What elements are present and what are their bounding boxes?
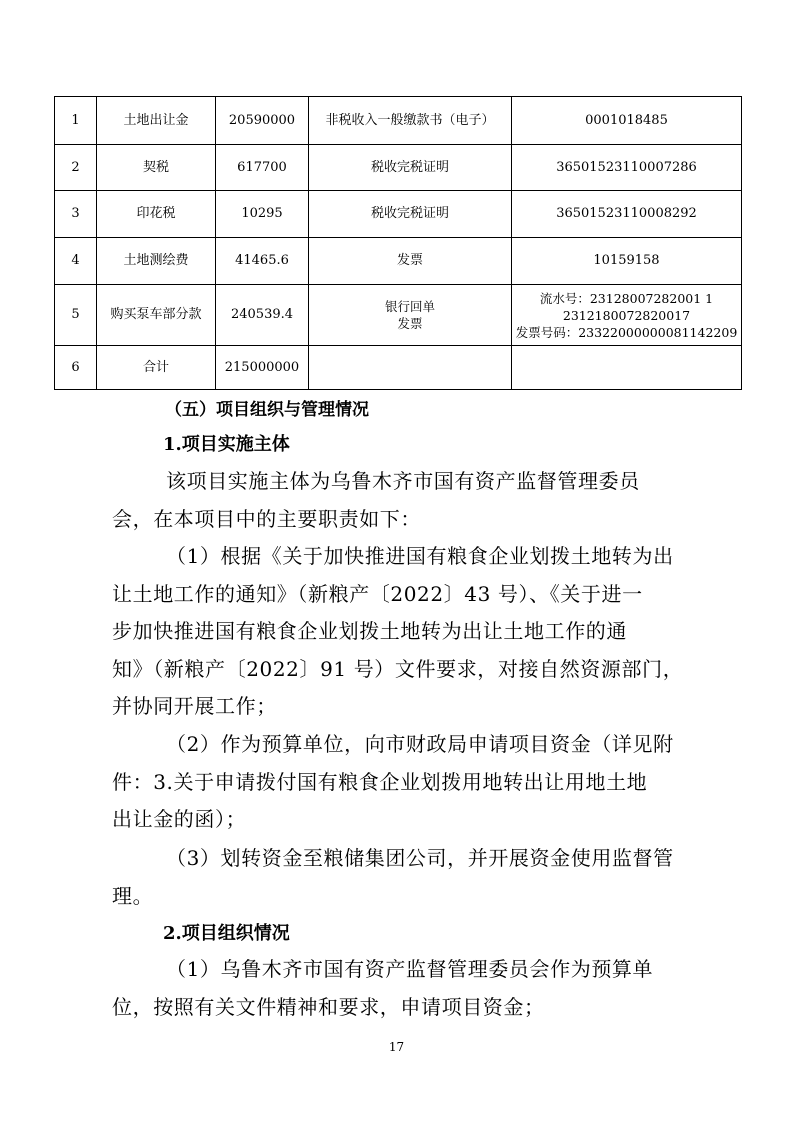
number-line: 2312180072820017	[562, 307, 691, 323]
paragraph-line: （2）作为预算单位，向市财政局申请项目资金（详见附	[166, 732, 674, 756]
payment-table	[54, 96, 742, 390]
section-heading: （五）项目组织与管理情况	[165, 400, 369, 420]
item-name: 土地出让金	[97, 97, 216, 145]
row-number: 6	[55, 346, 97, 390]
table-row	[55, 145, 742, 191]
voucher-number	[512, 346, 742, 390]
amount: 20590000	[216, 97, 309, 145]
paragraph-line: （1）根据《关于加快推进国有粮食企业划拨土地转为出	[166, 544, 674, 568]
paragraph-line: 并协同开展工作；	[112, 694, 277, 718]
paragraph-line: 会，在本项目中的主要职责如下：	[112, 506, 421, 531]
voucher-number	[512, 285, 742, 346]
amount: 240539.4	[216, 285, 309, 346]
number-line: 流水号：23128007282001 1	[539, 290, 714, 306]
table-row	[55, 97, 742, 145]
row-number: 5	[55, 285, 97, 346]
amount: 10295	[216, 191, 309, 238]
paragraph-line: （1）乌鲁木齐市国有资产监督管理委员会作为预算单	[166, 957, 654, 981]
voucher-number: 36501523110007286	[512, 145, 742, 191]
voucher-line: 银行回单	[384, 299, 435, 314]
voucher-number: 10159158	[512, 238, 742, 285]
paragraph-line: 该项目实施主体为乌鲁木齐市国有资产监督管理委员	[166, 469, 640, 493]
table-row	[55, 346, 742, 390]
amount: 215000000	[216, 346, 309, 390]
paragraph-line: 知》（新粮产〔2022〕91 号）文件要求，对接自然资源部门，	[112, 656, 684, 681]
row-number: 4	[55, 238, 97, 285]
paragraph-organization-1	[112, 951, 680, 1026]
table-row	[55, 238, 742, 285]
voucher-number: 36501523110008292	[512, 191, 742, 238]
paragraph-line: 出让金的函）；	[112, 807, 247, 831]
page-number: 17	[388, 1040, 405, 1054]
voucher-type: 税收完税证明	[309, 145, 512, 191]
voucher-type	[309, 346, 512, 390]
item-name: 土地测绘费	[97, 238, 216, 285]
subsection-heading-organization: 2.项目组织情况	[163, 923, 290, 944]
table-row	[55, 191, 742, 238]
item-name: 印花税	[97, 191, 216, 238]
paragraph-line: 步加快推进国有粮食企业划拨土地转为出让土地工作的通	[112, 619, 627, 643]
row-number: 3	[55, 191, 97, 238]
paragraph-line: 理。	[112, 883, 154, 908]
paragraph-line: 让土地工作的通知》（新粮产〔2022〕43 号）、《关于进一	[112, 581, 643, 606]
paragraph-duty-1	[112, 538, 684, 726]
item-name: 购买泵车部分款	[97, 285, 216, 346]
row-number: 2	[55, 145, 97, 191]
item-name: 合计	[97, 346, 216, 390]
voucher-type: 税收完税证明	[309, 191, 512, 238]
amount: 617700	[216, 145, 309, 191]
row-number: 1	[55, 97, 97, 145]
voucher-number: 0001018485	[512, 97, 742, 145]
voucher-type: 发票	[309, 238, 512, 285]
voucher-type	[309, 285, 512, 346]
paragraph-line: 位，按照有关文件精神和要求，申请项目资金；	[112, 994, 545, 1019]
subsection-heading-implementation: 1.项目实施主体	[163, 434, 290, 455]
item-name: 契税	[97, 145, 216, 191]
paragraph-line: （3）划转资金至粮储集团公司，并开展资金使用监督管	[166, 846, 674, 870]
paragraph-duty-3	[112, 840, 680, 915]
paragraph-implementation-body	[112, 463, 680, 538]
number-line: 发票号码：23322000000081142209	[515, 324, 738, 340]
table-row	[55, 285, 742, 346]
paragraph-line: 件：3.关于申请拨付国有粮食企业划拨用地转出让用地土地	[112, 769, 648, 794]
voucher-line: 发票	[397, 316, 423, 331]
voucher-type: 非税收入一般缴款书（电子）	[309, 97, 512, 145]
paragraph-duty-2	[112, 726, 680, 839]
amount: 41465.6	[216, 238, 309, 285]
